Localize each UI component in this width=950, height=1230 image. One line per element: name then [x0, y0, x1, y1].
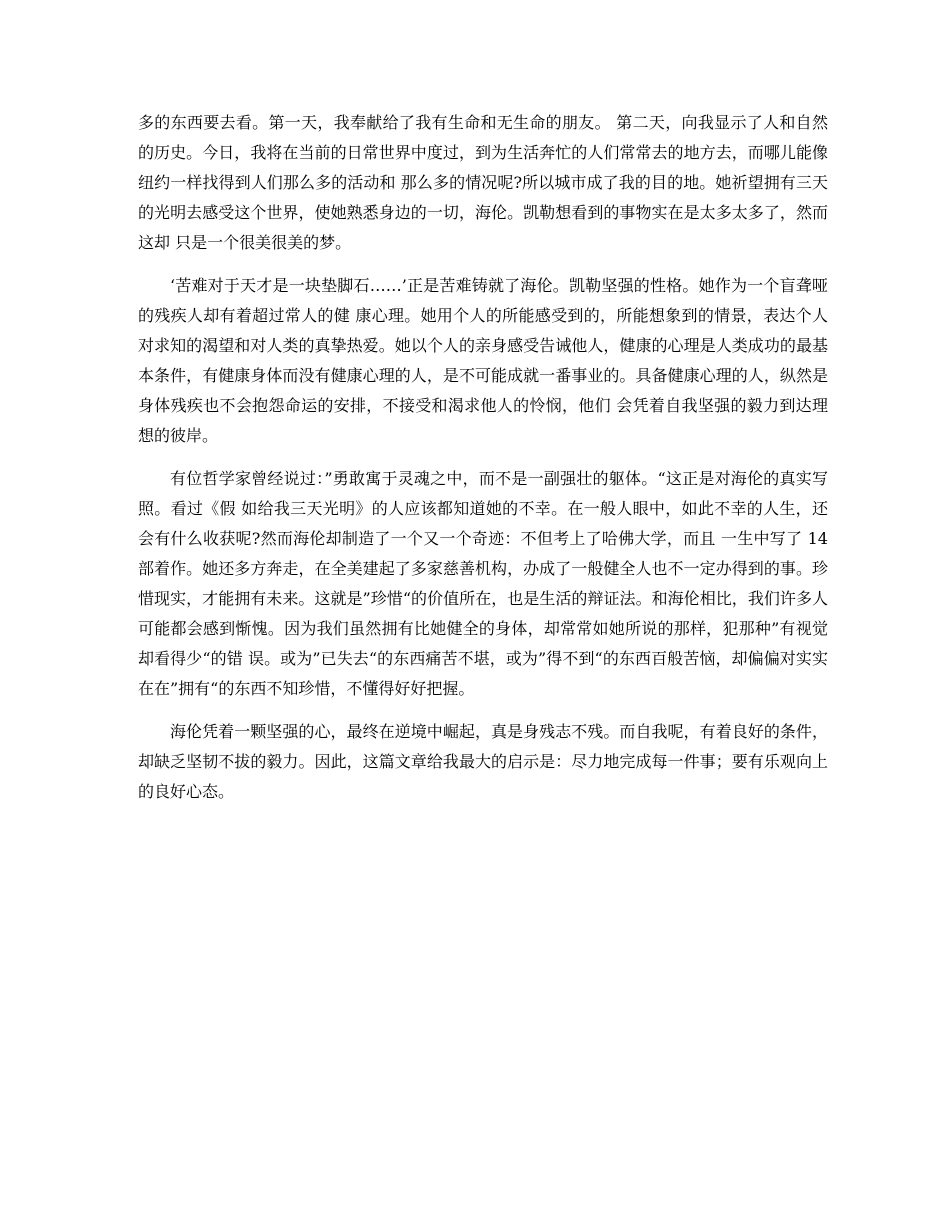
paragraph-3: 有位哲学家曾经说过：”勇敢寓于灵魂之中，而不是一副强壮的躯体。“这正是对海伦的真实写照。看过《假 如给我三天光明》的人应该都知道她的不幸。在一般人眼中，如此不幸的人生，还会有什么收获呢?然而海伦却制造了一个又一个奇迹：不但考上了哈佛大学，而且 一生中写了 14 部着作。她还多方奔走，在全美建起了多家慈善机构，办成了一般健全人也不一定办得到的事。珍惜现实，才能拥有未来。这就是”珍惜“的价值所在，也是生活的辩证法。和海伦相比，我们许多人可能都会感到惭愧。因为我们虽然拥有比她健全的身体，却常常如她所说的那样，犯那种”有视觉却看得少“的错 误。或为”已失去“的东西痛苦不堪，或为”得不到“的东西百般苦恼，却偏偏对实实在在”拥有“的东西不知珍惜，不懂得好好把握。	[138, 469, 828, 698]
paragraph-4: 海伦凭着一颗坚强的心，最终在逆境中崛起，真是身残志不残。而自我呢，有着良好的条件，却缺乏坚韧不拔的毅力。因此，这篇文章给我最大的启示是：尽力地完成每一件事；要有乐观向上的良好心态。	[138, 722, 828, 801]
paragraph-1: 多的东西要去看。第一天，我奉献给了我有生命和无生命的朋友。 第二天，向我显示了人和自然的历史。今日，我将在当前的日常世界中度过，到为生活奔忙的人们常常去的地方去，而哪儿能像纽约一样找得到人们那么多的活动和 那么多的情况呢?所以城市成了我的目的地。她祈望拥有三天的光明去感受这个世界，使她熟悉身边的一切，海伦。凯勒想看到的事物实在是太多太多了，然而这却 只是一个很美很美的梦。	[138, 113, 828, 252]
paragraph-2: ‘苦难对于天才是一块垫脚石……’正是苦难铸就了海伦。凯勒坚强的性格。她作为一个盲聋哑的残疾人却有着超过常人的健 康心理。她用个人的所能感受到的，所能想象到的情景，表达个人对求知的渴望和对人类的真挚热爱。她以个人的亲身感受告诫他人，健康的心理是人类成功的最基 本条件，有健康身体而没有健康心理的人，是不可能成就一番事业的。具备健康心理的人，纵然是身体残疾也不会抱怨命运的安排，不接受和渴求他人的怜悯，他们 会凭着自我坚强的毅力到达理想的彼岸。	[138, 276, 828, 445]
document-body	[138, 108, 828, 820]
